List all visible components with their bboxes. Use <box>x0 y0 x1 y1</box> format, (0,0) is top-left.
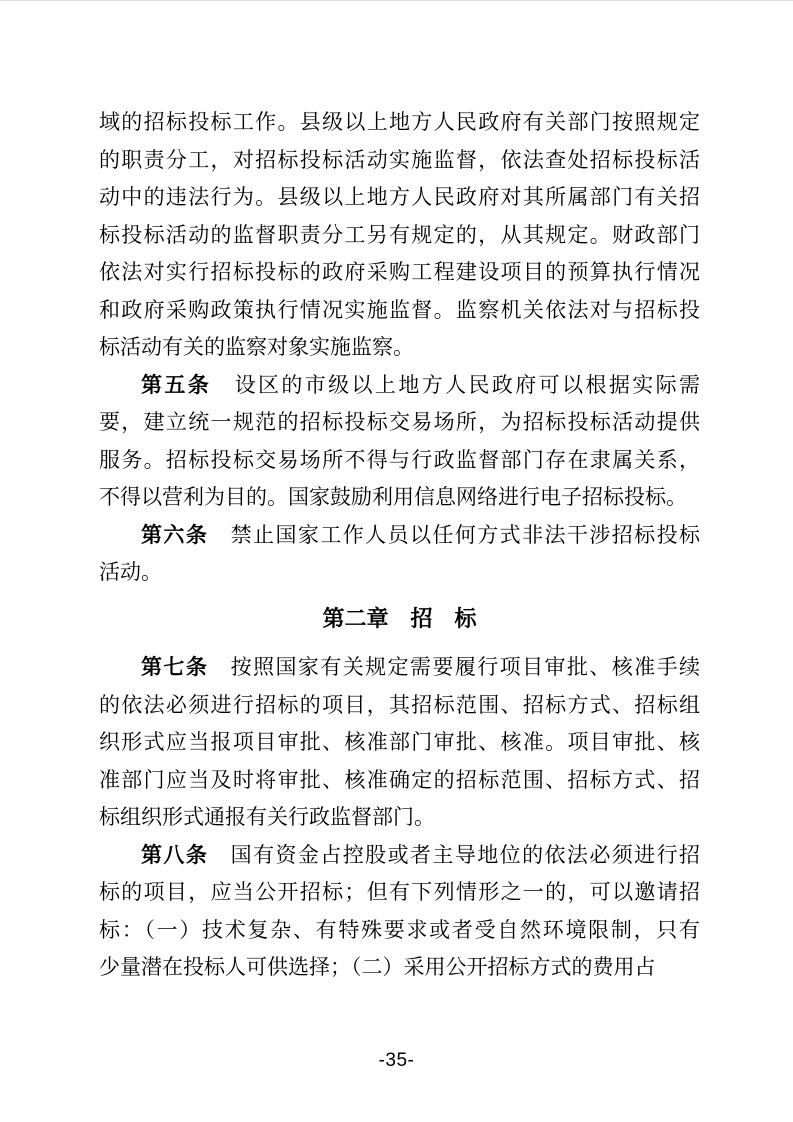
text-line: 动中的违法行为。县级以上地方人民政府对其所属部门有关招 <box>99 185 700 209</box>
paragraph-article4-continuation <box>99 104 700 367</box>
text-line: 标的项目，应当公开招标；但有下列情形之一的，可以邀请招 <box>99 880 700 904</box>
text-line: 域的招标投标工作。县级以上地方人民政府有关部门按照规定 <box>99 110 700 134</box>
text-line: 要，建立统一规范的招标投标交易场所，为招标投标活动提供 <box>99 410 700 434</box>
paragraph-article-8 <box>99 837 700 987</box>
text-line: 第八条 国有资金占控股或者主导地位的依法必须进行招 <box>141 842 700 867</box>
text-line: 第七条 按照国家有关规定需要履行项目审批、核准手续 <box>141 655 700 679</box>
text-line: 标：（一）技术复杂、有特殊要求或者受自然环境限制，只有 <box>99 917 700 942</box>
text-line: 织形式应当报项目审批、核准部门审批、核准。项目审批、核 <box>99 730 700 754</box>
text-line: 活动。 <box>99 560 162 584</box>
chapter-heading: 第二章 招 标 <box>322 605 477 631</box>
text-line: 依法对实行招标投标的政府采购工程建设项目的预算执行情况 <box>99 260 700 284</box>
article-number-label: 第八条 <box>141 843 209 867</box>
text-line: 和政府采购政策执行情况实施监督。监察机关依法对与招标投 <box>99 297 700 322</box>
text-line: 不得以营利为目的。国家鼓励利用信息网络进行电子招标投标。 <box>99 485 687 509</box>
paragraph-article-7 <box>99 649 700 837</box>
article-number-label: 第六条 <box>141 523 209 547</box>
text-line: 少量潜在投标人可供选择；（二）采用公开招标方式的费用占 <box>99 955 656 979</box>
text-line: 服务。招标投标交易场所不得与行政监督部门存在隶属关系， <box>99 447 700 472</box>
article-number-label: 第七条 <box>141 656 209 679</box>
article-number-label: 第五条 <box>141 373 212 397</box>
text-line: 的职责分工，对招标投标活动实施监督，依法查处招标投标活 <box>99 147 700 172</box>
text-line: 第六条 禁止国家工作人员以任何方式非法干涉招标投标 <box>141 522 700 547</box>
text-line: 标投标活动的监督职责分工另有规定的，从其规定。财政部门 <box>99 222 700 247</box>
paragraph-article-6 <box>99 517 700 592</box>
text-line: 标组织形式通报有关行政监督部门。 <box>99 805 435 829</box>
page-number: -35- <box>378 1050 415 1071</box>
text-line: 标活动有关的监察对象实施监察。 <box>99 335 414 359</box>
page-top-edge <box>0 0 793 1</box>
text-line: 第五条 设区的市级以上地方人民政府可以根据实际需 <box>141 372 701 397</box>
paragraph-article-5 <box>99 367 700 517</box>
text-line: 准部门应当及时将审批、核准确定的招标范围、招标方式、招 <box>99 767 700 792</box>
text-body <box>99 104 700 987</box>
text-line: 的依法必须进行招标的项目，其招标范围、招标方式、招标组 <box>99 692 700 717</box>
